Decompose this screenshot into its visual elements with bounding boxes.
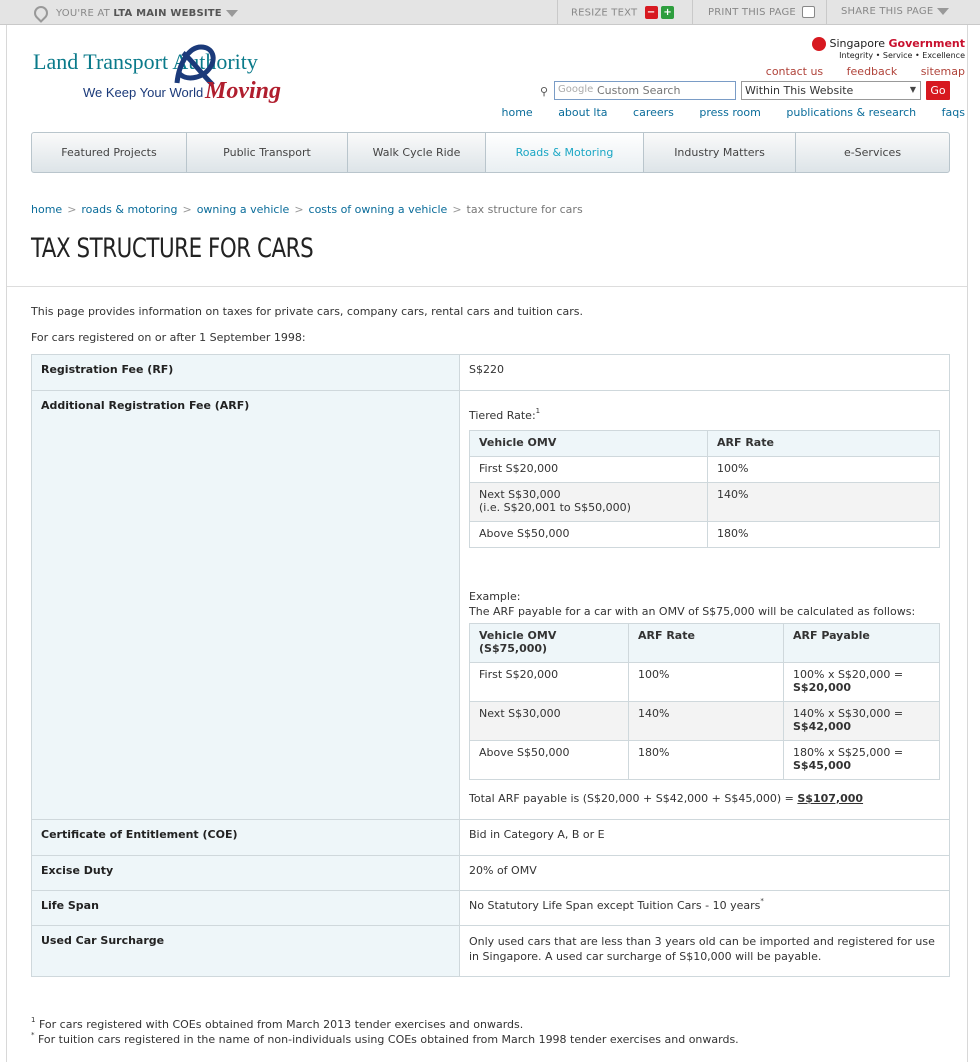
ex-head-line: (S$75,000) (479, 642, 548, 655)
table-row (470, 663, 940, 702)
example-description: The ARF payable for a car with an OMV of S$75,000 will be calculated as follows: (469, 605, 916, 618)
site-switcher[interactable] (34, 6, 238, 20)
table-row (470, 431, 940, 457)
tax-table (31, 354, 950, 977)
search-icon: ⚲ (540, 85, 549, 98)
ex-cell: 140% (629, 702, 784, 741)
rf-value: S$220 (460, 355, 950, 391)
ex-cell: 100% (629, 663, 784, 702)
tier-cell: 140% (708, 483, 940, 522)
lifespan-text: No Statutory Life Span except Tuition Cars - 10 years (469, 899, 761, 912)
ex-cell (784, 702, 940, 741)
search-scope-select[interactable] (741, 81, 921, 100)
contact-us-link[interactable]: contact us (765, 65, 824, 78)
location-pin-icon (31, 3, 51, 23)
search-go-button[interactable]: Go (926, 81, 950, 100)
share-page-button[interactable] (841, 6, 949, 17)
arf-label: Additional Registration Fee (ARF) (32, 391, 460, 820)
search-scope-value: Within This Website (745, 84, 854, 97)
ex-head-rate: ARF Rate (629, 624, 784, 663)
example-label: Example: (469, 590, 521, 603)
table-row (470, 741, 940, 780)
breadcrumb-roads-motoring[interactable]: roads & motoring (81, 203, 178, 216)
chevron-down-icon (937, 8, 949, 15)
lifespan-label: Life Span (32, 891, 460, 926)
footnote-text: For cars registered with COEs obtained from March 2013 tender exercises and onwards. (38, 1018, 524, 1031)
total-arf-text: Total ARF payable is (S$20,000 + S$42,000 + S$45,000) = (469, 792, 794, 805)
tier-head-rate: ARF Rate (708, 431, 940, 457)
footnote-ref: 1 (535, 407, 541, 415)
total-arf-value: S$107,000 (797, 792, 864, 805)
table-row (470, 457, 940, 483)
publications-research-link[interactable]: publications & research (786, 106, 917, 119)
careers-link[interactable]: careers (633, 106, 674, 119)
tier-cell: 100% (708, 457, 940, 483)
arf-value (460, 391, 950, 820)
table-row (470, 624, 940, 663)
page-container (6, 25, 968, 1062)
footnote-mark: * (31, 1031, 35, 1039)
top-utility-bar (0, 0, 980, 25)
google-watermark: Google (558, 84, 594, 95)
singapore-government-logo[interactable] (812, 37, 965, 60)
nav-featured-projects[interactable]: Featured Projects (32, 133, 187, 172)
moving-wordmark: Moving (205, 78, 282, 104)
footnote-text: For tuition cars registered in the name of non-individuals using COEs obtained from March 1998 tender exercises and onwards. (38, 1033, 739, 1046)
ex-cell: First S$20,000 (470, 663, 629, 702)
faqs-link[interactable]: faqs (941, 106, 965, 119)
table-row (470, 702, 940, 741)
nav-walk-cycle-ride[interactable]: Walk Cycle Ride (348, 133, 486, 172)
footnote-ref: * (760, 897, 764, 905)
increase-text-button[interactable]: + (661, 6, 674, 19)
search-bar (540, 81, 960, 101)
tier-cell-line: Next S$30,000 (479, 488, 561, 501)
table-row (32, 355, 950, 391)
used-car-value: Only used cars that are less than 3 years old can be imported and registered for use in Singapore. A used car surcharge of S$10,000 will be payable. (460, 926, 950, 977)
tiered-rate-text: Tiered Rate: (469, 409, 536, 422)
footnote-mark: 1 (31, 1016, 36, 1024)
ex-calc: 180% x S$25,000 = (793, 746, 904, 759)
table-row (470, 483, 940, 522)
nav-roads-motoring[interactable]: Roads & Motoring (486, 133, 644, 172)
ex-result: S$42,000 (793, 720, 852, 733)
ex-head-line: Vehicle OMV (479, 629, 557, 642)
lion-head-icon (812, 37, 826, 51)
resize-text-control (571, 6, 674, 19)
print-page-button[interactable] (708, 6, 815, 18)
ex-head-payable: ARF Payable (784, 624, 940, 663)
ex-result: S$45,000 (793, 759, 852, 772)
press-room-link[interactable]: press room (699, 106, 761, 119)
ex-head-omv (470, 624, 629, 663)
excise-label: Excise Duty (32, 856, 460, 891)
sitemap-link[interactable]: sitemap (920, 65, 965, 78)
ex-calc: 140% x S$30,000 = (793, 707, 904, 720)
breadcrumb-current: tax structure for cars (466, 203, 583, 216)
tier-cell-line: (i.e. S$20,001 to S$50,000) (479, 501, 631, 514)
tier-cell (470, 483, 708, 522)
utility-links (746, 65, 965, 78)
intro-date-text: For cars registered on or after 1 September 1998: (31, 331, 306, 344)
resize-text-label: RESIZE TEXT (571, 7, 638, 19)
decrease-text-button[interactable]: − (645, 6, 658, 19)
tier-cell: 180% (708, 522, 940, 548)
ex-cell: 180% (629, 741, 784, 780)
ex-cell (784, 741, 940, 780)
nav-public-transport[interactable]: Public Transport (187, 133, 348, 172)
printer-icon (802, 6, 815, 18)
sgov-name-b: Government (888, 37, 965, 50)
coe-label: Certificate of Entitlement (COE) (32, 820, 460, 856)
breadcrumb-home[interactable]: home (31, 203, 63, 216)
table-row (32, 926, 950, 977)
table-row (32, 391, 950, 820)
page-title: TAX STRUCTURE FOR CARS (31, 233, 314, 264)
main-nav (31, 132, 950, 173)
table-row (32, 856, 950, 891)
lifespan-value (460, 891, 950, 926)
lta-logo[interactable] (33, 45, 303, 115)
ex-calc: 100% x S$20,000 = (793, 668, 904, 681)
example-table (469, 623, 940, 780)
tiered-rate-label (469, 409, 940, 422)
used-car-label: Used Car Surcharge (32, 926, 460, 977)
intro-text: This page provides information on taxes for private cars, company cars, rental cars and tuition cars. (31, 305, 583, 318)
top-links (480, 106, 966, 119)
about-lta-link[interactable]: about lta (558, 106, 608, 119)
current-site-label: LTA MAIN WEBSITE (113, 8, 222, 19)
rf-label: Registration Fee (RF) (32, 355, 460, 391)
tier-head-omv: Vehicle OMV (470, 431, 708, 457)
print-label: PRINT THIS PAGE (708, 7, 796, 18)
table-row (470, 522, 940, 548)
sgov-name: Singapore (829, 37, 886, 50)
footnote-2 (31, 1033, 739, 1046)
nav-industry-matters[interactable]: Industry Matters (644, 133, 796, 172)
tier-table (469, 430, 940, 548)
ex-cell: Next S$30,000 (470, 702, 629, 741)
ex-cell (784, 663, 940, 702)
footnote-1 (31, 1018, 523, 1031)
table-row (32, 891, 950, 926)
chevron-down-icon (226, 10, 238, 17)
youre-at-label: YOU'RE AT (56, 8, 110, 19)
nav-e-services[interactable]: e-Services (843, 146, 902, 159)
ex-result: S$20,000 (793, 681, 852, 694)
tagline: We Keep Your World (83, 85, 204, 100)
excise-value: 20% of OMV (460, 856, 950, 891)
table-row (32, 820, 950, 856)
breadcrumb-costs[interactable]: costs of owning a vehicle (308, 203, 448, 216)
lta-logo-text: Land Transport Authority (33, 49, 258, 74)
ex-cell: Above S$50,000 (470, 741, 629, 780)
feedback-link[interactable]: feedback (846, 65, 898, 78)
title-divider (7, 286, 967, 287)
sgov-motto: Integrity • Service • Excellence (839, 51, 965, 60)
total-arf (469, 792, 940, 805)
coe-value: Bid in Category A, B or E (460, 820, 950, 856)
tier-cell: First S$20,000 (470, 457, 708, 483)
share-label: SHARE THIS PAGE (841, 6, 934, 17)
breadcrumb-owning-a-vehicle[interactable]: owning a vehicle (196, 203, 290, 216)
breadcrumb: home > roads & motoring > owning a vehicle > costs of owning a vehicle > tax structure for cars (31, 203, 583, 216)
tier-cell: Above S$50,000 (470, 522, 708, 548)
home-link[interactable]: home (501, 106, 533, 119)
